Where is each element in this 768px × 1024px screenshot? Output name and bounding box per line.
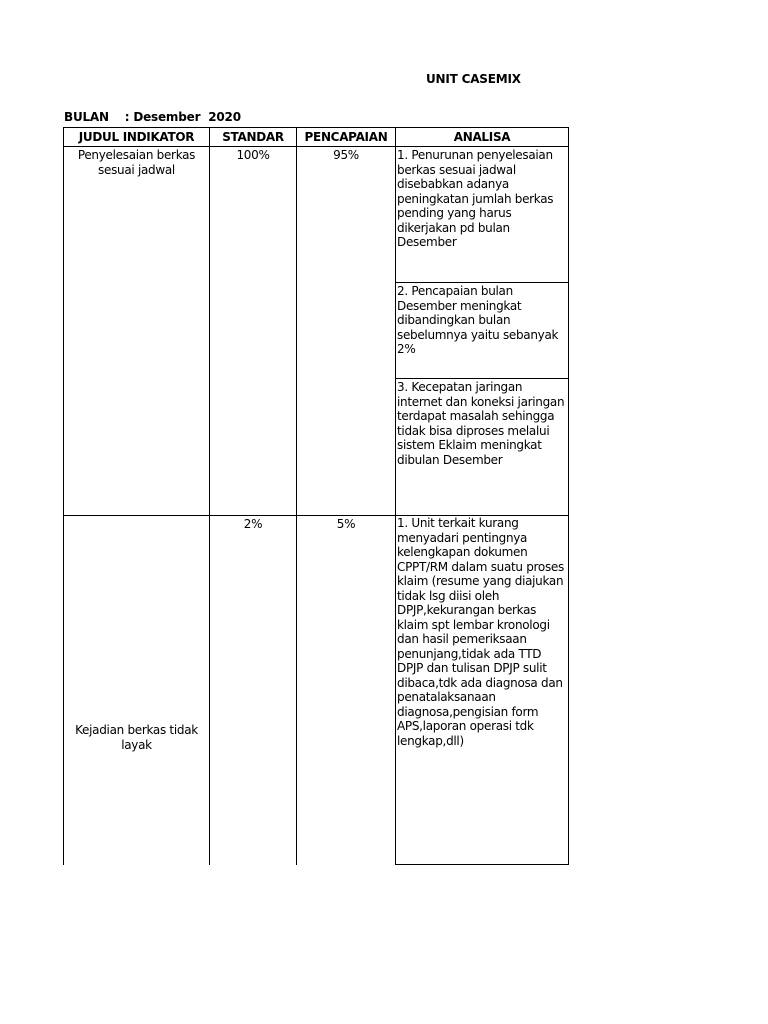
column-divider xyxy=(209,127,210,865)
table-border-left xyxy=(63,127,64,865)
page-title: UNIT CASEMIX xyxy=(426,72,521,86)
row1-analysis-1: 1. Penurunan penyelesaian berkas sesuai jadwal disebabkan adanya peningkatan jumlah berkas pending yang harus dikerjakan pd bulan Desember xyxy=(397,148,554,249)
row2-indicator: Kejadian berkas tidak layak xyxy=(75,723,198,752)
analysis-cell-border xyxy=(395,864,569,865)
header-bottom-border xyxy=(63,146,569,147)
row1-analysis-3: 3. Kecepatan jaringan internet dan koneksi jaringan terdapat masalah sehingga tidak bisa diproses melalui sistem Eklaim meningkat dibulan Desember xyxy=(397,380,565,467)
column-divider xyxy=(395,127,396,865)
row2-standard: 2% xyxy=(243,517,263,531)
header-achievement: PENCAPAIAN xyxy=(304,130,388,144)
row1-standard: 100% xyxy=(236,148,270,162)
row1-indicator: Penyelesaian berkas sesuai jadwal xyxy=(77,148,196,177)
header-analysis: ANALISA xyxy=(453,130,511,144)
row2-achievement: 5% xyxy=(336,517,356,531)
column-divider xyxy=(296,127,297,865)
month-label: BULAN : Desember 2020 xyxy=(64,110,241,124)
table-border-top xyxy=(63,127,569,128)
analysis-cell-border xyxy=(395,282,569,283)
row1-achievement: 95% xyxy=(333,148,359,162)
row1-analysis-2: 2. Pencapaian bulan Desember meningkat dibandingkan bulan sebelumnya yaitu sebanyak 2% xyxy=(397,284,559,356)
header-standard: STANDAR xyxy=(222,130,284,144)
row2-analysis-1: 1. Unit terkait kurang menyadari pentingnya kelengkapan dokumen CPPT/RM dalam suatu proses klaim (resume yang diajukan tidak lsg diisi oleh DPJP,kekurangan berkas klaim spt lembar kronologi dan hasil pemeriksaan penunjang,tidak ada TTD DPJP dan tulisan DPJP sulit dibaca,tdk ada diagnosa dan penatalaksanaan diagnosa,pengisian form APS,laporan operasi tdk lengkap,dll) xyxy=(397,516,564,748)
analysis-cell-border xyxy=(395,378,569,379)
header-indicator: JUDUL INDIKATOR xyxy=(78,130,195,144)
